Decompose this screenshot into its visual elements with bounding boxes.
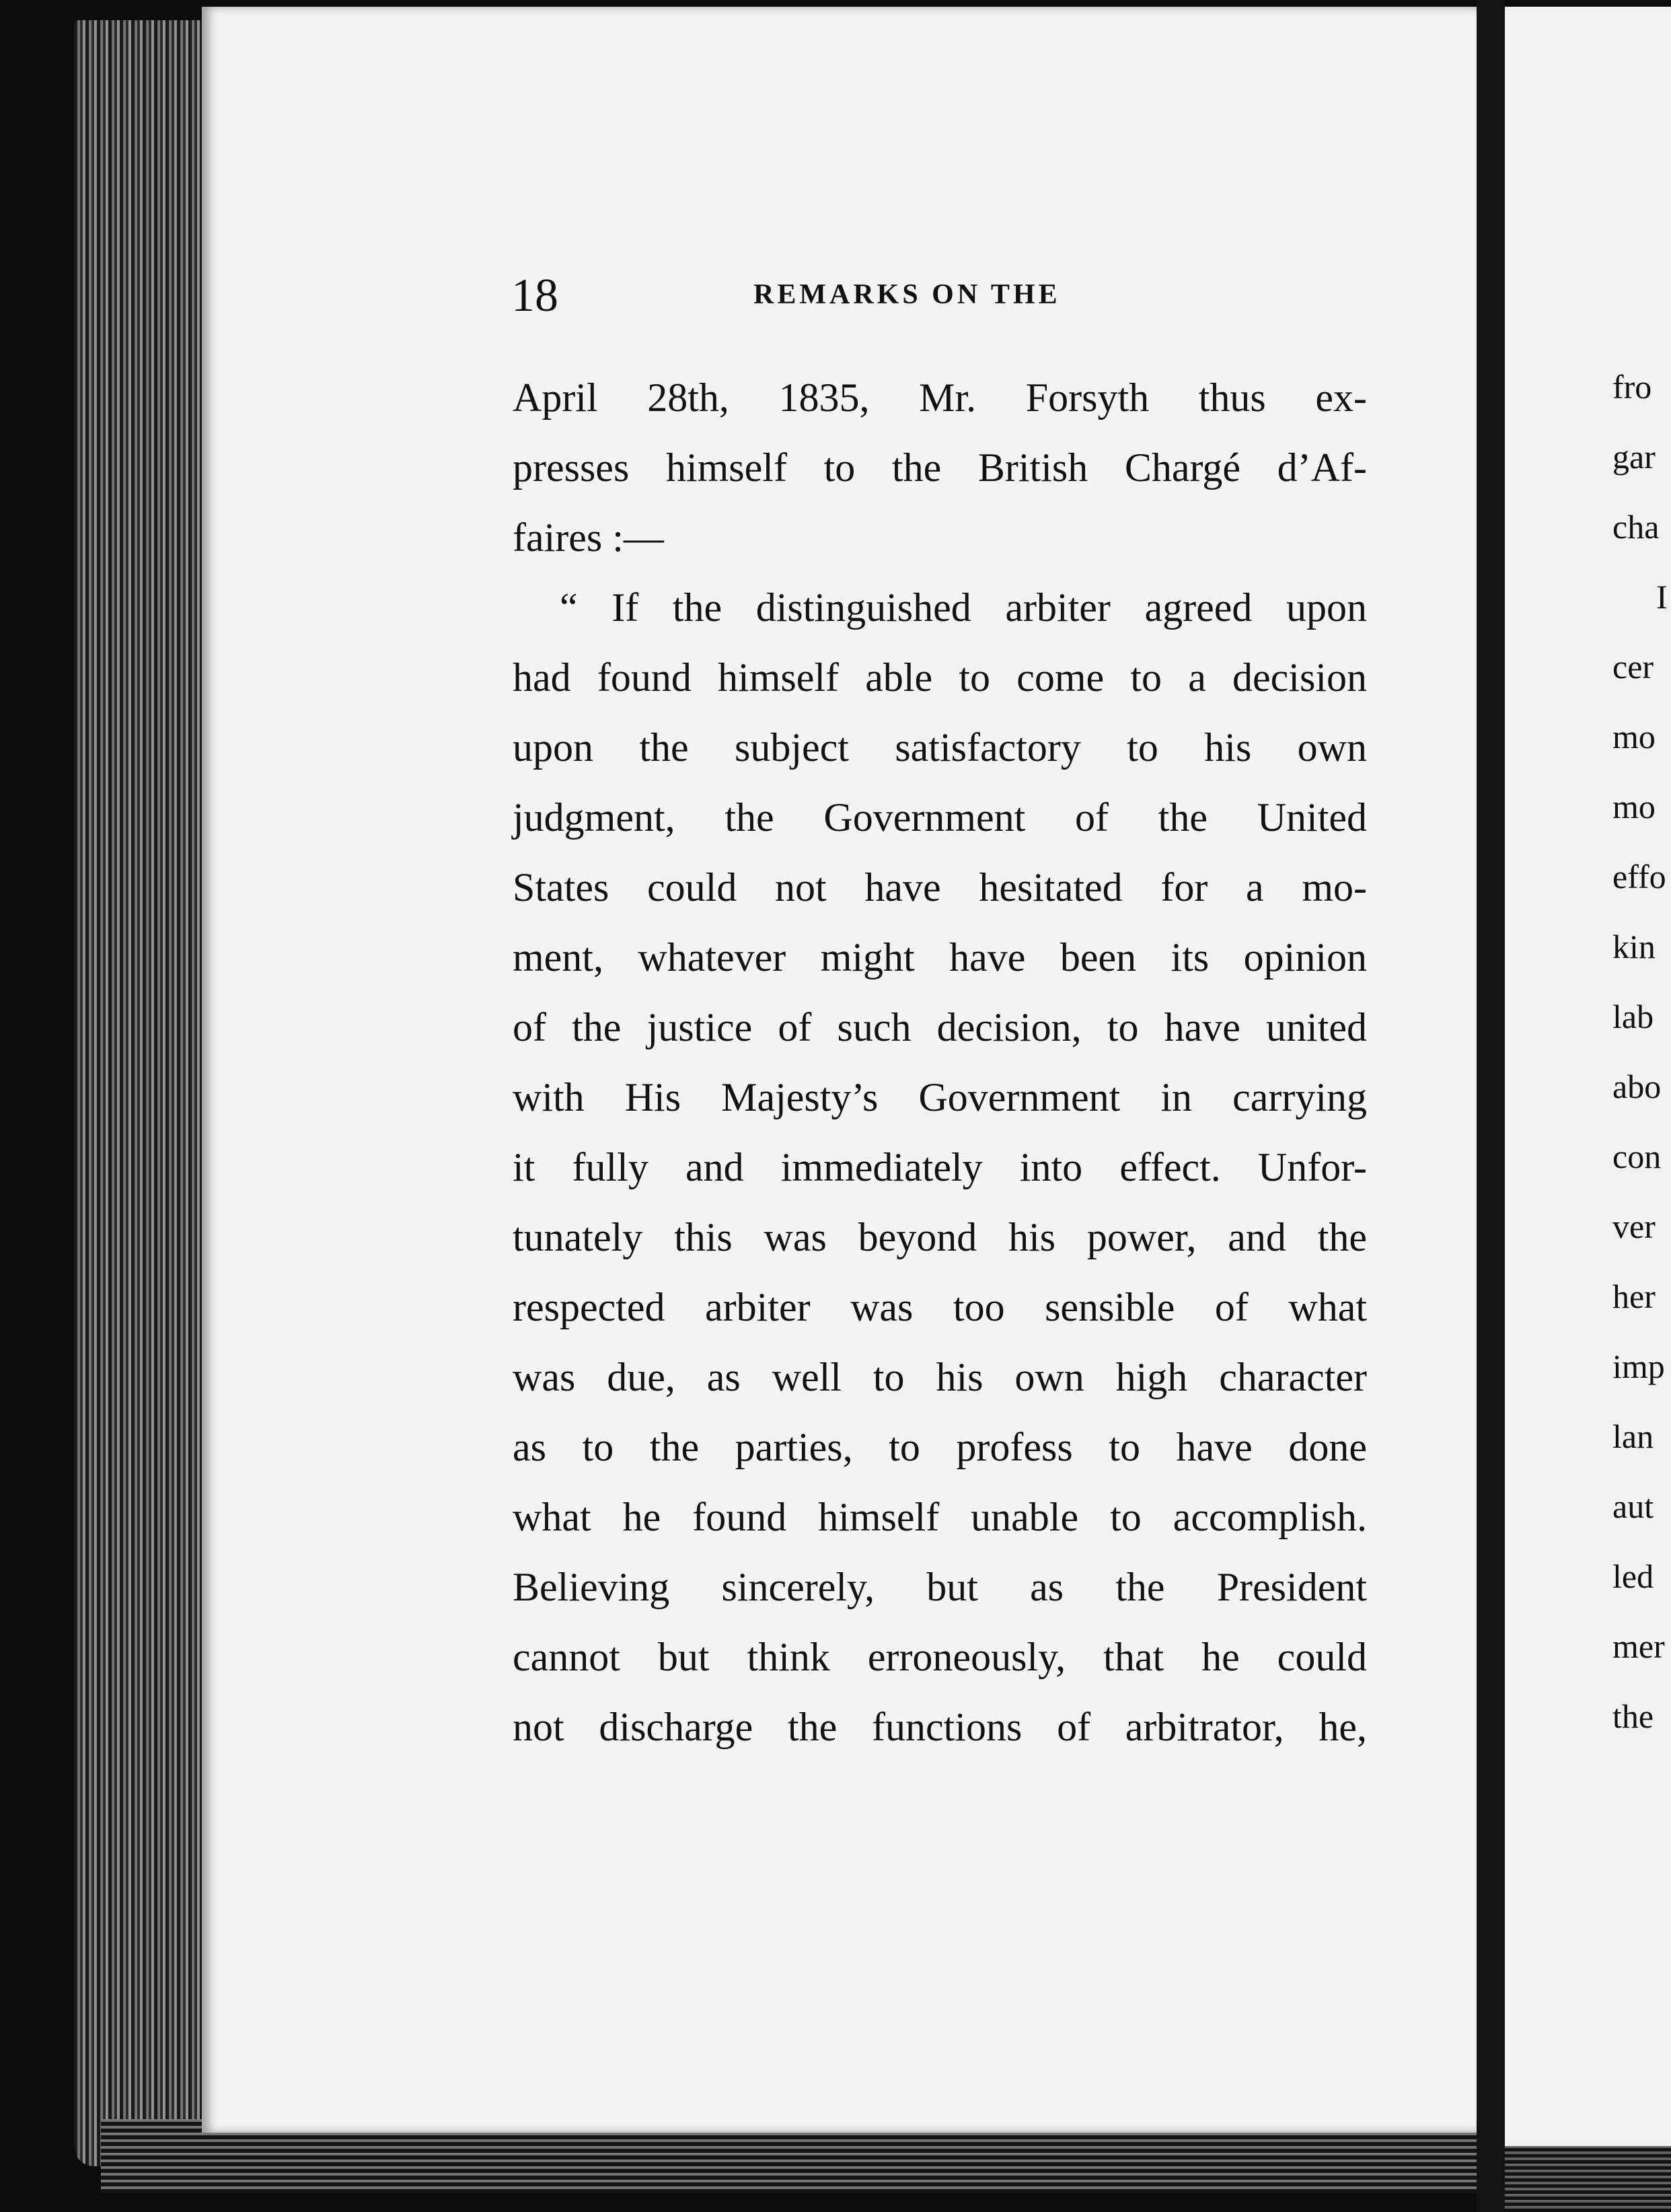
text-line: cannot but think erroneously, that he could bbox=[513, 1635, 1367, 1679]
facing-line-fragment: gar bbox=[1612, 438, 1656, 476]
facing-line-fragment: con bbox=[1612, 1138, 1662, 1175]
page-number: 18 bbox=[511, 270, 558, 322]
facing-line-fragment: I bbox=[1656, 578, 1668, 616]
book-gutter bbox=[1477, 0, 1505, 2212]
facing-line-fragment: effo bbox=[1612, 858, 1666, 895]
text-line: faires :— bbox=[513, 515, 664, 560]
facing-line-fragment: fro bbox=[1612, 368, 1652, 406]
facing-line-fragment: the bbox=[1612, 1697, 1654, 1735]
facing-line-fragment: ver bbox=[1612, 1208, 1656, 1245]
facing-page-bottom-edge bbox=[1505, 2146, 1671, 2212]
text-line: presses himself to the British Chargé d’Af- bbox=[513, 445, 1367, 490]
text-line: tunately this was beyond his power, and the bbox=[513, 1215, 1367, 1259]
text-line: States could not have hesitated for a mo- bbox=[513, 865, 1367, 910]
text-line: with His Majesty’s Government in carrying bbox=[513, 1075, 1367, 1119]
facing-line-fragment: imp bbox=[1612, 1348, 1665, 1385]
left-page bbox=[202, 7, 1477, 2133]
facing-line-fragment: cer bbox=[1612, 648, 1654, 686]
facing-line-fragment: lab bbox=[1612, 998, 1654, 1035]
facing-line-fragment: kin bbox=[1612, 928, 1656, 965]
text-line: judgment, the Government of the United bbox=[513, 795, 1367, 840]
facing-line-fragment: her bbox=[1612, 1278, 1656, 1315]
text-line: not discharge the functions of arbitrator, he, bbox=[513, 1705, 1367, 1749]
text-line: as to the parties, to profess to have done bbox=[513, 1425, 1367, 1469]
facing-line-fragment: mer bbox=[1612, 1627, 1665, 1665]
text-line: respected arbiter was too sensible of what bbox=[513, 1285, 1367, 1329]
text-line: what he found himself unable to accomplish. bbox=[513, 1495, 1367, 1539]
facing-line-fragment: mo bbox=[1612, 788, 1656, 825]
facing-line-fragment: aut bbox=[1612, 1487, 1654, 1525]
text-line: “ If the distinguished arbiter agreed upon bbox=[560, 585, 1367, 630]
text-line: April 28th, 1835, Mr. Forsyth thus ex- bbox=[513, 375, 1367, 420]
facing-line-fragment: lan bbox=[1612, 1417, 1654, 1455]
facing-line-fragment: abo bbox=[1612, 1068, 1662, 1105]
text-line: was due, as well to his own high character bbox=[513, 1355, 1367, 1399]
text-line: Believing sincerely, but as the President bbox=[513, 1565, 1367, 1609]
text-line: upon the subject satisfactory to his own bbox=[513, 725, 1367, 770]
text-line: it fully and immediately into effect. Unfor- bbox=[513, 1145, 1367, 1189]
running-title: REMARKS ON THE bbox=[753, 279, 1061, 310]
facing-line-fragment: mo bbox=[1612, 718, 1656, 755]
text-line: ment, whatever might have been its opinion bbox=[513, 935, 1367, 980]
text-line: of the justice of such decision, to have united bbox=[513, 1005, 1367, 1049]
facing-line-fragment: cha bbox=[1612, 508, 1660, 546]
facing-line-fragment: led bbox=[1612, 1557, 1654, 1595]
text-line: had found himself able to come to a decision bbox=[513, 655, 1367, 700]
